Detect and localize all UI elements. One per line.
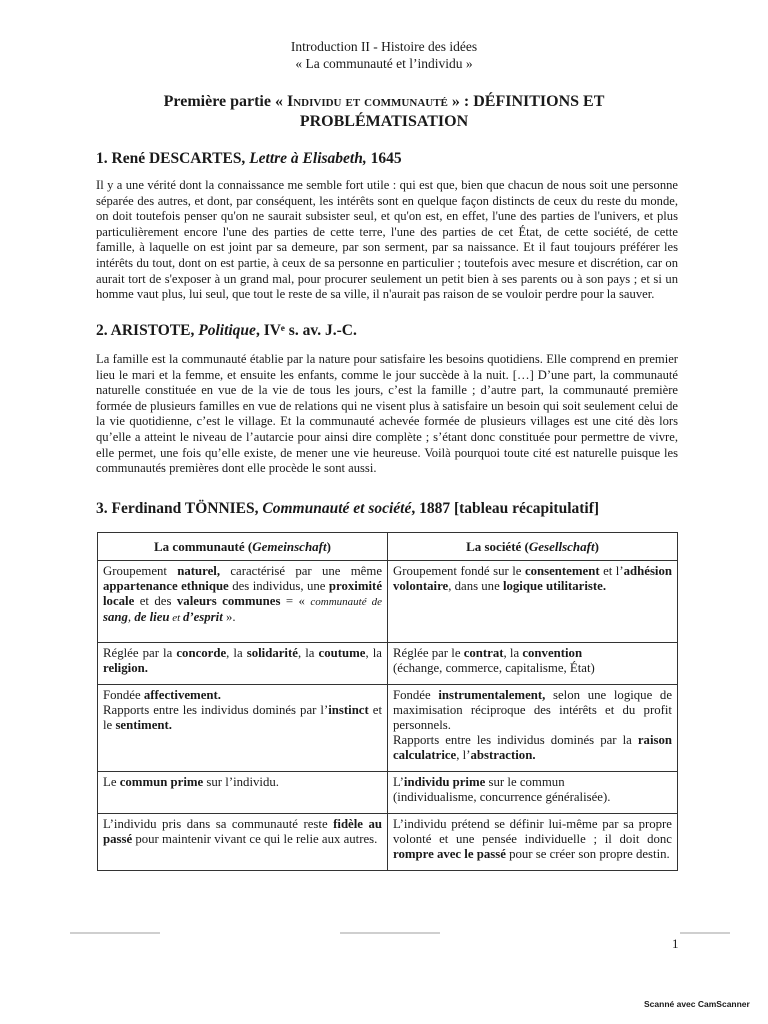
cell-bold: concorde [176,646,227,660]
table-cell [98,814,388,871]
table-cell [388,643,678,685]
section-1-work: Lettre à Elisabeth, [249,150,367,167]
cell-bold: convention [522,646,583,660]
table-row [98,643,678,685]
table-row [98,685,678,772]
cell-text: Groupement [103,564,178,578]
cell-bold: proximité locale [103,579,382,608]
cell-text: et le [103,703,382,732]
table-cell [98,561,388,643]
cell-text: caractérisé par une même [220,564,382,578]
title-rest: » : DÉFINITIONS ET [447,93,605,110]
cell-text: , dans une [448,579,503,593]
page-number: 1 [672,936,679,951]
table-cell [98,643,388,685]
cell-text: Rapports entre les individus dominés par l’ [103,703,329,717]
section-1-date: 1645 [366,150,402,167]
cell-bold: sentiment. [115,718,172,732]
cell-text: L’individu pris dans sa communauté reste [103,817,334,831]
cell-bold-italic: de lieu [134,610,170,624]
cell-text: des individus, une [228,579,329,593]
cell-bold: individu prime [403,775,486,789]
cell-italic: communauté de [310,596,382,608]
cell-text: ». [222,610,236,624]
cell-text: Réglée par la [103,646,177,660]
cell-text: L’ [393,775,404,789]
col2-head-text: La société ( [466,539,529,554]
cell-bold: instinct [328,703,369,717]
table-cell [388,561,678,643]
table-cell [388,814,678,871]
cell-text: , l’ [456,748,471,762]
section-1-text: Il y a une vérité dont la connaissance me semble fort utile : qui est que, bien que chacun de nous soit une personne séparée des autres, et dont, par conséquent, les intérêts sont en quelque façon distincts de ceux du reste du monde, on doit toutefois penser qu'on ne saurait subsister seul, et qu'on est, en effet, l'une des parties de l'univers, et plus particulièrement encore l'une des parties de cette terre, l'une des parties de cet État, de cette société, de cette famille, à laquelle on est joint par sa demeure, par son serment, par sa naissance. Et il faut toujours préférer les intérêts du tout, dont on est partie, à ceux de sa personne en particulier ; toutefois avec mesure et discrétion, car on aurait tort de s'exposer à un grand mal, pour procurer seulement un petit bien à ses parents ou à son pays ; et si un homme vaut plus, lui seul, que tout le reste de sa ville, il n'aurait pas raison de se vouloir perdre pour la sauver. [96,178,678,302]
col-header-societe [388,533,678,561]
scanner-watermark: Scanné avec CamScanner [644,999,750,1009]
col1-head-italic: Gemeinschaft [252,539,327,554]
cell-bold: raison calculatrice [393,733,672,762]
cell-text: et des [134,594,177,608]
cell-text: Rapports entre les individus dominés par la [393,733,638,747]
cell-bold: coutume [318,646,366,660]
section-3-date: , 1887 [tableau récapitulatif] [411,500,600,517]
col1-head-tail: ) [326,539,331,554]
cell-bold: logique utilitariste. [502,579,607,593]
col2-head-tail: ) [594,539,599,554]
cell-bold: affectivement. [143,688,221,702]
cell-italic: , [127,610,135,624]
cell-text: Groupement fondé sur le [393,564,525,578]
col1-head-text: La communauté ( [154,539,253,554]
section-2-date: , IVᵉ s. av. J.-C. [255,322,357,339]
cell-text: Le [103,775,120,789]
section-3-work: Communauté et société [262,500,412,517]
cell-bold: naturel, [177,564,221,578]
section-3-author: 3. Ferdinand TÖNNIES, [96,500,263,517]
cell-bold: solidarité [246,646,298,660]
table-cell [98,772,388,814]
scan-noise [70,932,160,934]
title-line-2: PROBLÉMATISATION [299,113,469,130]
course-header [0,38,768,72]
title-part: Première partie « [163,93,287,110]
table-cell [388,772,678,814]
cell-text: Fondée [103,688,144,702]
cell-bold: instrumentalement, [438,688,546,702]
table-cell [388,685,678,772]
section-2-text: La famille est la communauté établie par la nature pour satisfaire les besoins quotidiens. Elle comprend en premier lieu le mari et la femme, et ensuite les enfants, comme le jour succède à la nuit. […] D’une part, la communauté naturelle constituée en vue de la vie de tous les jours, c’est la famille ; d’autre part, la communauté première formée de plusieurs familles en vue de relations qui ne visent plus à satisfaire un besoin qui soit seulement celui de la vie quotidienne, c’est le village. Et la communauté achevée formée de plusieurs villages est une cité dès lors qu’elle a atteint le niveau de l’autarcie pour ainsi dire complète ; s’étant donc constituée pour permettre de vivre, elle permet, une fois qu’elle existe, de mener une vie heureuse. Voilà pourquoi toute cité est naturelle puisque les communautés premières dont elle procède le sont aussi. [96,352,678,476]
scan-noise [340,932,440,934]
cell-text: , la [226,646,247,660]
section-2-heading [96,322,357,340]
cell-text: sur l’individu. [203,775,279,789]
part-title [40,92,728,132]
cell-text: (individualisme, concurrence généralisée). [393,790,611,804]
cell-bold: adhésion volontaire [393,564,673,593]
cell-bold: appartenance ethnique [103,579,229,593]
section-1-author: 1. René DESCARTES, [96,150,250,167]
section-3-heading [96,500,599,518]
cell-text: = « [280,594,311,608]
cell-text: pour maintenir vivant ce qui le relie aux autres. [132,832,378,846]
cell-bold: fidèle au passé [103,817,382,846]
cell-text: (échange, commerce, capitalisme, État) [393,661,595,675]
cell-text: sur le commun [485,775,565,789]
cell-text: , la [365,646,382,660]
header-line-2: « La communauté et l’individu » [295,56,473,71]
title-topic: Individu et communauté [286,93,448,110]
cell-text: , la [503,646,523,660]
cell-text: selon une logique de maximisation réciproque des intérêts et du profit personnels. [393,688,673,732]
cell-bold: contrat [463,646,504,660]
cell-text: Réglée par le [393,646,464,660]
cell-bold: consentement [524,564,600,578]
comparison-table [97,532,678,871]
cell-italic: et [169,612,183,624]
cell-bold-italic: sang [103,610,128,624]
table-cell [98,685,388,772]
table-row [98,772,678,814]
cell-text: Fondée [393,688,439,702]
section-1-heading [96,150,402,168]
cell-text: , la [297,646,319,660]
cell-text: pour se créer son propre destin. [505,847,670,861]
table-row [98,814,678,871]
header-line-1: Introduction II - Histoire des idées [290,39,478,54]
cell-text: L’individu prétend se définir lui-même par sa propre volonté et une pensée individuelle ; il doit donc [393,817,672,846]
table-row [98,561,678,643]
cell-bold: rompre avec le passé [393,847,506,861]
cell-bold-italic: d’esprit [182,610,223,624]
cell-bold: valeurs communes [176,594,281,608]
scan-noise [680,932,730,934]
cell-bold: commun prime [119,775,204,789]
col-header-communaute [98,533,388,561]
cell-bold: religion. [103,661,148,675]
cell-text: et l’ [599,564,624,578]
section-2-work: Politique [198,322,256,339]
col2-head-italic: Gesellschaft [528,539,595,554]
cell-bold: abstraction. [470,748,536,762]
table-header-row [98,533,678,561]
section-2-author: 2. ARISTOTE, [96,322,199,339]
